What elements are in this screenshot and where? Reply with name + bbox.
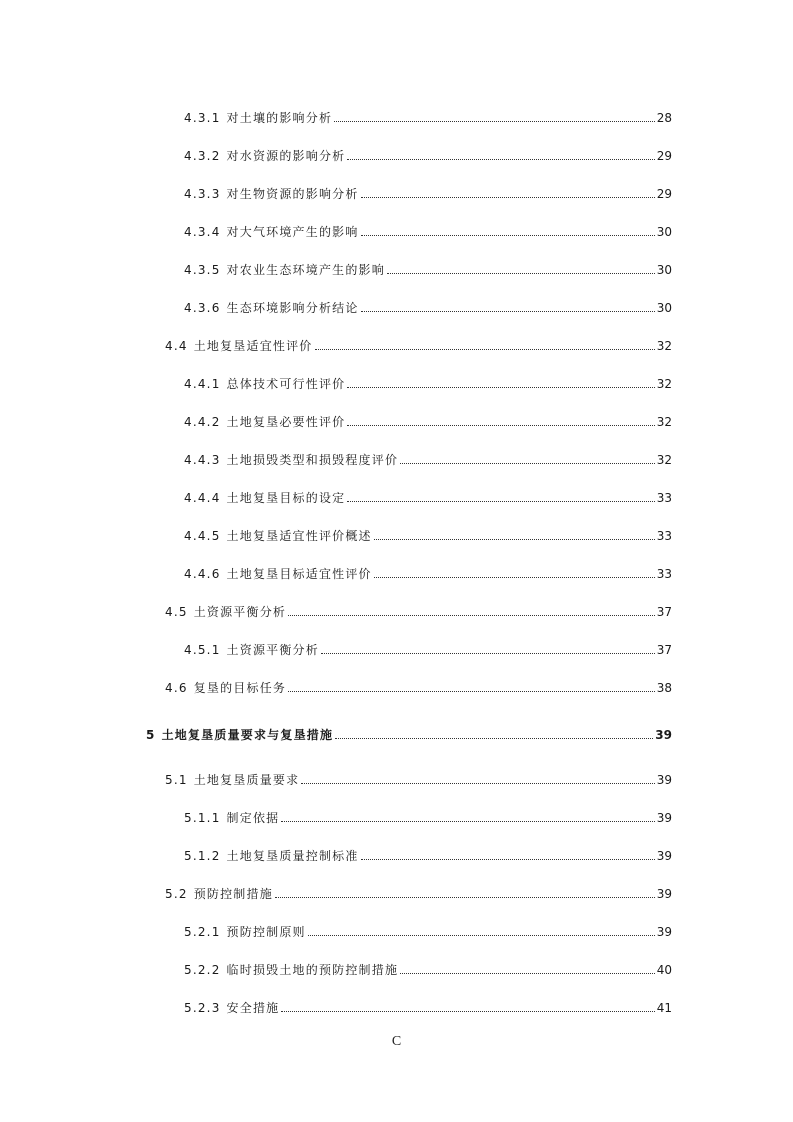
toc-entry-title: 土地复垦目标适宜性评价	[226, 567, 372, 581]
toc-dot-leader	[308, 935, 655, 936]
toc-dot-leader	[387, 273, 655, 274]
toc-entry[interactable]	[165, 886, 672, 902]
toc-entry-number: 4.3.4	[184, 225, 221, 239]
toc-dot-leader	[347, 387, 654, 388]
toc-entry[interactable]	[165, 680, 672, 696]
toc-entry-title: 土资源平衡分析	[193, 605, 287, 619]
toc-entry-title: 土地复垦适宜性评价	[193, 339, 313, 353]
toc-entry-title: 复垦的目标任务	[193, 681, 287, 695]
toc-entry[interactable]	[184, 528, 672, 544]
toc-entry[interactable]	[184, 962, 672, 978]
toc-entry-title: 对大气环境产生的影响	[226, 225, 359, 239]
toc-entry-title: 土地复垦质量要求	[193, 773, 300, 787]
toc-entry-page: 29	[656, 149, 672, 163]
toc-entry-page: 30	[656, 263, 672, 277]
toc-entry-page: 37	[656, 605, 672, 619]
toc-entry-page: 40	[656, 963, 672, 977]
toc-dot-leader	[347, 501, 654, 502]
toc-entry-title: 土地损毁类型和损毁程度评价	[226, 453, 399, 467]
toc-entry-number: 5.1.1	[184, 811, 221, 825]
toc-entry-number: 4.4	[165, 339, 188, 353]
toc-entry[interactable]	[184, 810, 672, 826]
toc-entry-page: 33	[656, 529, 672, 543]
toc-entry-page: 39	[656, 773, 672, 787]
toc-entry[interactable]	[165, 772, 672, 788]
toc-entry-page: 38	[656, 681, 672, 695]
toc-entry-number: 4.4.6	[184, 567, 221, 581]
toc-dot-leader	[400, 973, 655, 974]
toc-entry[interactable]	[184, 490, 672, 506]
toc-dot-leader	[361, 859, 655, 860]
toc-entry-number: 5.2.2	[184, 963, 221, 977]
toc-dot-leader	[335, 738, 653, 739]
toc-entry-page: 37	[656, 643, 672, 657]
toc-entry-title: 土资源平衡分析	[226, 643, 319, 657]
toc-entry[interactable]	[184, 452, 672, 468]
toc-entry[interactable]	[184, 148, 672, 164]
toc-entry-title: 生态环境影响分析结论	[226, 301, 359, 315]
toc-entry-number: 4.3.2	[184, 149, 221, 163]
toc-entry-number: 4.4.3	[184, 453, 221, 467]
toc-entry[interactable]	[184, 224, 672, 240]
toc-entry-title: 总体技术可行性评价	[226, 377, 346, 391]
toc-entry-page: 32	[656, 415, 672, 429]
toc-dot-leader	[301, 783, 654, 784]
toc-entry-page: 28	[656, 111, 672, 125]
toc-dot-leader	[288, 615, 655, 616]
toc-entry-title: 对水资源的影响分析	[226, 149, 346, 163]
toc-entry-number: 4.3.1	[184, 111, 221, 125]
toc-entry-title: 制定依据	[226, 811, 280, 825]
toc-entry-page: 39	[656, 925, 672, 939]
toc-entry-number: 4.4.4	[184, 491, 221, 505]
toc-entry-title: 预防控制原则	[226, 925, 306, 939]
toc-dot-leader	[347, 425, 654, 426]
toc-entry-page: 30	[656, 301, 672, 315]
toc-entry[interactable]	[165, 338, 672, 354]
toc-dot-leader	[281, 1011, 654, 1012]
toc-entry-page: 32	[656, 377, 672, 391]
toc-entry-page: 33	[656, 567, 672, 581]
toc-entry-title: 土地复垦质量要求与复垦措施	[161, 728, 334, 742]
toc-entry-number: 4.3.3	[184, 187, 221, 201]
toc-entry[interactable]	[184, 376, 672, 392]
toc-entry[interactable]	[184, 924, 672, 940]
toc-dot-leader	[361, 197, 655, 198]
toc-entry-page: 39	[656, 811, 672, 825]
toc-dot-leader	[374, 539, 655, 540]
toc-entry-number: 5.1.2	[184, 849, 221, 863]
toc-entry-title: 土地复垦目标的设定	[226, 491, 346, 505]
toc-entry[interactable]	[184, 300, 672, 316]
toc-entry[interactable]	[184, 186, 672, 202]
toc-dot-leader	[347, 159, 654, 160]
toc-entry-number: 5	[146, 728, 156, 742]
page-number-footer: C	[391, 1034, 402, 1049]
toc-dot-leader	[374, 577, 655, 578]
toc-entry-page: 32	[656, 339, 672, 353]
toc-entry-number: 4.5	[165, 605, 188, 619]
toc-entry-number: 4.4.5	[184, 529, 221, 543]
toc-entry-page: 39	[655, 728, 672, 742]
toc-dot-leader	[361, 311, 655, 312]
toc-entry-title: 预防控制措施	[193, 887, 273, 901]
toc-dot-leader	[288, 691, 655, 692]
toc-entry-number: 5.2.3	[184, 1001, 221, 1015]
toc-entry-page: 39	[656, 849, 672, 863]
toc-entry-number: 5.1	[165, 773, 188, 787]
toc-entry-number: 5.2.1	[184, 925, 221, 939]
toc-dot-leader	[281, 821, 654, 822]
toc-entry[interactable]	[184, 642, 672, 658]
toc-entry-title: 土地复垦适宜性评价概述	[226, 529, 372, 543]
toc-entry[interactable]	[184, 566, 672, 582]
toc-entry-number: 4.3.6	[184, 301, 221, 315]
toc-entry-title: 临时损毁土地的预防控制措施	[226, 963, 399, 977]
toc-entry-number: 5.2	[165, 887, 188, 901]
toc-entry[interactable]	[184, 262, 672, 278]
toc-dot-leader	[361, 235, 655, 236]
toc-dot-leader	[334, 121, 655, 122]
toc-entry[interactable]	[184, 110, 672, 126]
toc-entry-title: 土地复垦质量控制标准	[226, 849, 359, 863]
toc-entry-page: 33	[656, 491, 672, 505]
toc-dot-leader	[315, 349, 655, 350]
toc-entry[interactable]	[184, 848, 672, 864]
toc-entry-number: 4.3.5	[184, 263, 221, 277]
toc-entry-number: 4.4.1	[184, 377, 221, 391]
toc-entry-page: 29	[656, 187, 672, 201]
toc-entry-number: 4.5.1	[184, 643, 221, 657]
toc-dot-leader	[321, 653, 655, 654]
toc-entry-page: 30	[656, 225, 672, 239]
toc-entry-page: 39	[656, 887, 672, 901]
toc-dot-leader	[400, 463, 655, 464]
toc-entry[interactable]	[184, 414, 672, 430]
toc-entry-title: 对农业生态环境产生的影响	[226, 263, 385, 277]
toc-entry[interactable]	[146, 727, 672, 743]
toc-entry-page: 32	[656, 453, 672, 467]
toc-dot-leader	[275, 897, 655, 898]
toc-entry[interactable]	[184, 1000, 672, 1016]
toc-entry-title: 土地复垦必要性评价	[226, 415, 346, 429]
toc-entry-page: 41	[656, 1001, 672, 1015]
toc-entry-number: 4.4.2	[184, 415, 221, 429]
toc-entry-title: 安全措施	[226, 1001, 280, 1015]
toc-entry-number: 4.6	[165, 681, 188, 695]
toc-entry[interactable]	[165, 604, 672, 620]
toc-entry-title: 对生物资源的影响分析	[226, 187, 359, 201]
toc-entry-title: 对土壤的影响分析	[226, 111, 333, 125]
